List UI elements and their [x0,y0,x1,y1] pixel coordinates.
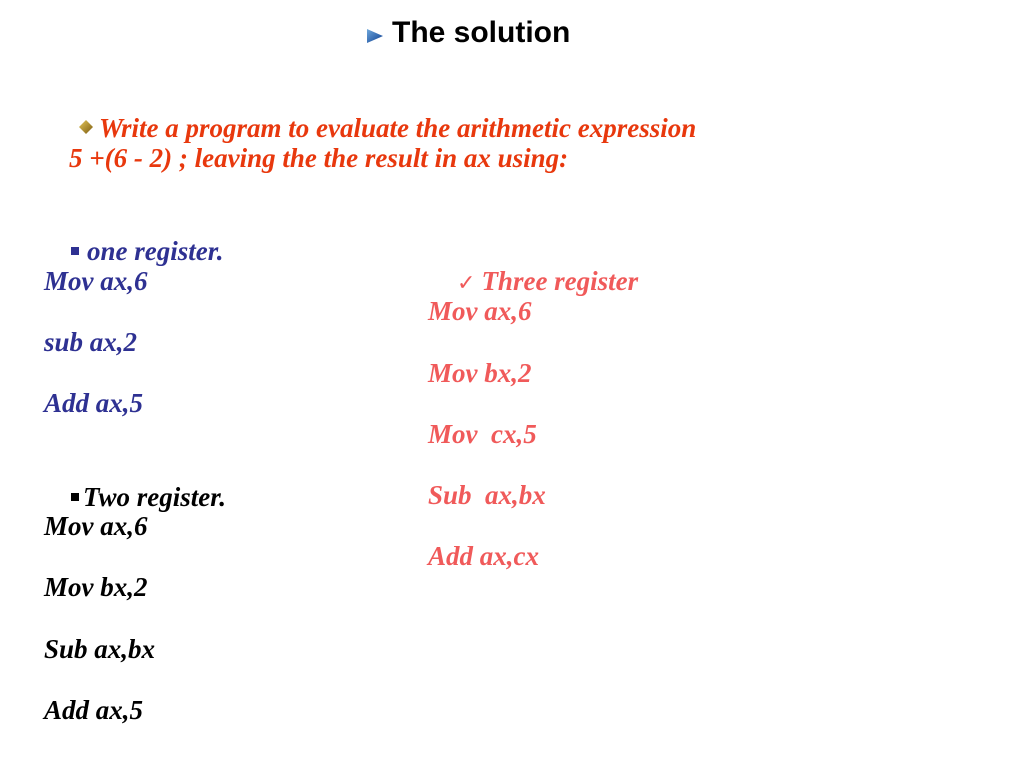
two-register-line-1: Mov ax,6 [44,511,148,541]
diamond-bullet-icon [79,120,93,134]
square-bullet-icon [71,493,79,501]
check-icon: ✓ [457,271,476,296]
three-register-line-3: Mov cx,5 [428,419,537,449]
two-register-heading-text: Two register. [83,482,227,512]
three-register-line-5: Add ax,cx [428,541,539,571]
slide-title [366,15,570,51]
one-register-line-2: sub ax,2 [44,327,138,357]
three-register-heading-text: Three register [481,266,639,296]
two-register-line-4: Add ax,5 [44,695,144,725]
two-register-line-2: Mov bx,2 [44,572,148,602]
square-bullet-icon [71,247,79,255]
one-register-line-1: Mov ax,6 [44,266,148,296]
title-text: The solution [392,16,571,49]
intro-text-1: Write a program to evaluate the arithmetic expression [99,113,697,143]
triangle-bullet-icon [366,27,384,45]
three-register-line-4: Sub ax,bx [428,480,546,510]
one-register-heading-text: one register. [87,236,224,266]
two-register-line-3: Sub ax,bx [44,634,156,664]
three-register-line-1: Mov ax,6 [428,296,532,326]
one-register-line-3: Add ax,5 [44,388,144,418]
three-register-line-2: Mov bx,2 [428,358,532,388]
intro-line-2: 5 +(6 - 2) ; leaving the the result in ax using: [69,143,569,173]
